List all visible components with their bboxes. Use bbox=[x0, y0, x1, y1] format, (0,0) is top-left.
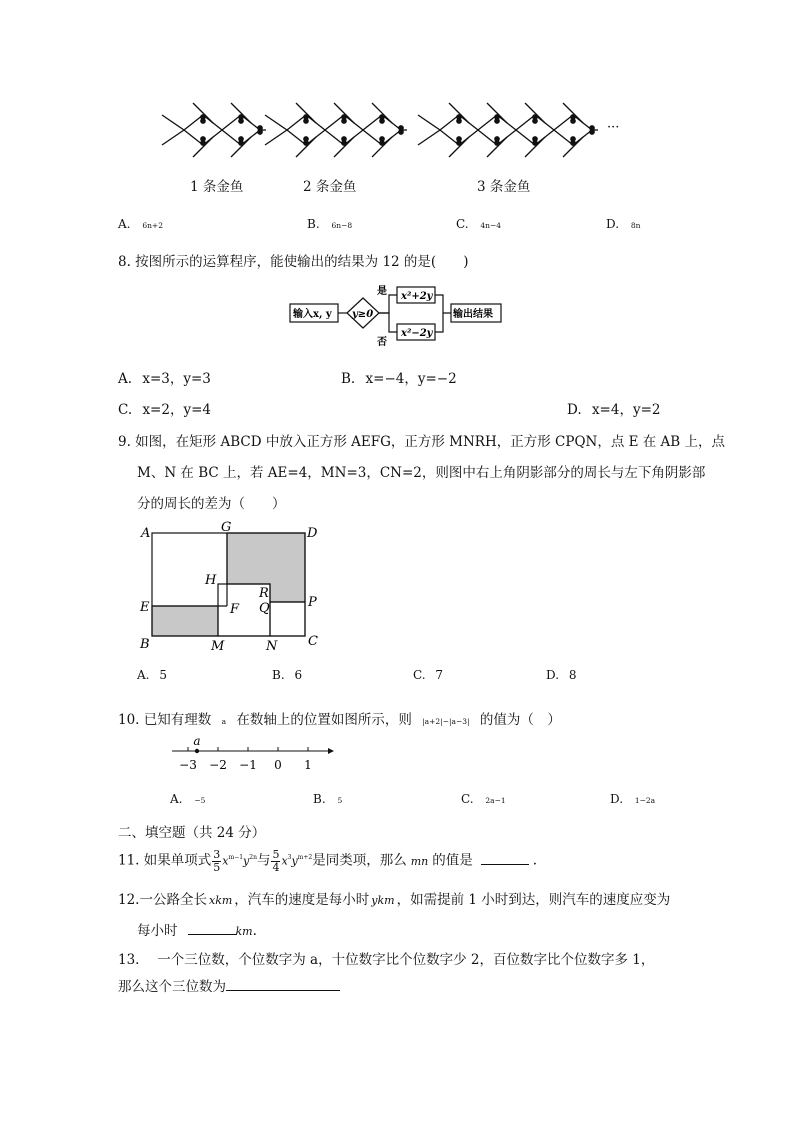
q11 bbox=[118, 840, 537, 876]
q10-stem-post: 的值为（ ） bbox=[479, 712, 561, 728]
option-letter: C. bbox=[118, 402, 133, 418]
fraction-denominator: 5 bbox=[213, 860, 221, 874]
fish-stroke bbox=[554, 130, 573, 145]
option-letter: D. bbox=[610, 792, 624, 806]
q12-line1-b: ，汽车的速度是每小时 bbox=[234, 892, 370, 908]
option-letter: D. bbox=[606, 217, 620, 231]
q8-option-d[interactable] bbox=[567, 398, 660, 418]
option-text: 5 bbox=[337, 796, 343, 805]
label-p: P bbox=[308, 595, 317, 610]
q12-line2-a: 每小时 bbox=[137, 923, 178, 939]
q11-pre: 11. 如果单项式 bbox=[118, 852, 212, 869]
q11-fraction-1 bbox=[212, 849, 221, 874]
fish-stroke bbox=[325, 130, 344, 145]
q7-option-a[interactable] bbox=[118, 217, 163, 231]
fish-stroke bbox=[162, 130, 184, 145]
label-c: C bbox=[308, 634, 318, 649]
fish-dot bbox=[457, 141, 461, 145]
number-line-tick-label: −2 bbox=[209, 758, 227, 772]
flow-yes-op: x²+2y bbox=[401, 291, 433, 302]
option-text: x=3，y=3 bbox=[142, 371, 211, 387]
label-r: R bbox=[259, 586, 269, 601]
fish-dot bbox=[342, 141, 346, 145]
fish-stroke bbox=[184, 130, 203, 145]
q12-line2 bbox=[137, 919, 257, 939]
fish-dot bbox=[380, 141, 384, 145]
q10-stem bbox=[118, 708, 561, 728]
option-text: 1−2a bbox=[634, 796, 656, 805]
option-letter: B. bbox=[313, 792, 326, 806]
option-letter: A. bbox=[118, 371, 133, 387]
q7-option-b[interactable] bbox=[307, 217, 352, 231]
option-text: 8 bbox=[568, 668, 577, 682]
option-text: x=2，y=4 bbox=[142, 402, 211, 418]
q12-end: . bbox=[252, 923, 257, 939]
label-q: Q bbox=[259, 601, 270, 616]
fish-dot bbox=[304, 119, 308, 123]
q11-end: . bbox=[532, 852, 538, 869]
fish-stroke bbox=[287, 130, 306, 145]
q12-line1 bbox=[118, 888, 670, 908]
fish-dot bbox=[533, 119, 537, 123]
q9-option-d[interactable] bbox=[546, 668, 576, 682]
option-letter: B. bbox=[307, 217, 320, 231]
q11-term1-x: x bbox=[222, 854, 229, 868]
label-g: G bbox=[221, 520, 232, 535]
flow-condition: y≥0 bbox=[352, 309, 374, 320]
q11-term2-x: x bbox=[281, 854, 288, 868]
fish-dot bbox=[571, 119, 575, 123]
option-text: x=−4，y=−2 bbox=[365, 371, 457, 387]
fish-dot bbox=[201, 119, 205, 123]
option-letter: A. bbox=[118, 217, 131, 231]
fish-caption-3: 3 条金鱼 bbox=[477, 179, 531, 195]
option-text: 2a−1 bbox=[485, 796, 506, 805]
q8-option-c[interactable] bbox=[118, 398, 211, 418]
fish-stroke bbox=[440, 115, 459, 130]
option-letter: D. bbox=[546, 668, 560, 682]
q10-option-c[interactable] bbox=[461, 792, 506, 806]
label-a: A bbox=[141, 526, 151, 541]
q8-stem: 8. 按图所示的运算程序，能使输出的结果为 12 的是( ) bbox=[118, 254, 469, 270]
option-letter: A. bbox=[170, 792, 183, 806]
fish-stroke bbox=[265, 115, 287, 130]
q9-rectangle-figure bbox=[135, 518, 335, 658]
option-text: 5 bbox=[159, 668, 167, 682]
q11-term2-x-exp: 3 bbox=[287, 854, 292, 861]
q11-mn: mn bbox=[410, 854, 429, 868]
label-n: N bbox=[266, 639, 278, 654]
q12-line1-c: ，如需提前 1 小时到达，则汽车的速度应变为 bbox=[396, 892, 671, 908]
q8-option-b[interactable] bbox=[341, 367, 457, 387]
q13-line1: 13. 一个三位数，个位数字为 a，十位数字比个位数字少 2，百位数字比个位数字多 1， bbox=[118, 952, 655, 968]
option-letter: B. bbox=[341, 371, 356, 387]
q13-answer-blank[interactable] bbox=[226, 978, 340, 991]
q10-option-d[interactable] bbox=[610, 792, 655, 806]
q9-stem-line1: 9. 如图，在矩形 ABCD 中放入正方形 AEFG，正方形 MNRH，正方形 CPQN，点 E 在 AB 上，点 bbox=[118, 434, 726, 450]
option-text: 6 bbox=[294, 668, 303, 682]
q11-term2-y: y bbox=[291, 854, 298, 868]
q11-term2-y-exp: m+2 bbox=[297, 854, 313, 861]
q10-stem-mid: 在数轴上的位置如图所示，则 bbox=[236, 712, 412, 728]
number-line-point bbox=[195, 749, 199, 753]
fraction-numerator: 5 bbox=[272, 847, 280, 861]
fish-dot bbox=[457, 119, 461, 123]
q8-option-a[interactable] bbox=[118, 367, 211, 387]
label-e: E bbox=[140, 600, 150, 615]
q10-option-a[interactable] bbox=[170, 792, 205, 806]
fish-stroke bbox=[516, 130, 535, 145]
fish-dot bbox=[239, 119, 243, 123]
option-letter: C. bbox=[456, 217, 469, 231]
fish-stroke bbox=[162, 115, 184, 130]
fish-stroke bbox=[363, 115, 382, 130]
fish-dot bbox=[533, 141, 537, 145]
option-text: 8n bbox=[630, 221, 641, 230]
q9-option-b[interactable] bbox=[272, 668, 302, 682]
fish-dot bbox=[495, 141, 499, 145]
fish-stroke bbox=[478, 130, 497, 145]
q10-stem-pre: 10. 已知有理数 bbox=[118, 712, 212, 728]
fish-stroke bbox=[440, 130, 459, 145]
label-f: F bbox=[230, 602, 240, 617]
fish-dot bbox=[304, 141, 308, 145]
q12-xkm: xkm bbox=[208, 894, 233, 907]
q11-mid: 与 bbox=[256, 852, 271, 869]
option-text: −5 bbox=[194, 796, 206, 805]
fish-stroke bbox=[554, 115, 573, 130]
label-m: M bbox=[211, 639, 225, 654]
option-letter: D. bbox=[567, 402, 582, 418]
goldfish-figure bbox=[150, 95, 640, 165]
option-text: 4n−4 bbox=[480, 221, 502, 230]
fish-dot bbox=[380, 119, 384, 123]
section-title: 二、填空题（共 24 分） bbox=[118, 825, 266, 841]
q11-term1-x-exp: m−1 bbox=[228, 854, 244, 861]
q12-km: km bbox=[235, 925, 253, 938]
fish-dot bbox=[239, 141, 243, 145]
label-h: H bbox=[205, 573, 217, 588]
q10-var: a bbox=[221, 717, 227, 726]
number-line-tick-label: −3 bbox=[179, 758, 197, 772]
number-line-tick-label: 1 bbox=[304, 758, 312, 772]
fish-dot bbox=[201, 141, 205, 145]
q12-line1-a: 12.一公路全长 bbox=[118, 892, 207, 908]
q11-post2: 的值是 bbox=[432, 852, 473, 869]
option-text: 6n+2 bbox=[142, 221, 163, 230]
fish-stroke bbox=[184, 115, 203, 130]
fraction-denominator: 4 bbox=[272, 860, 280, 874]
q9-option-c[interactable] bbox=[413, 668, 443, 682]
q10-option-b[interactable] bbox=[313, 792, 342, 806]
q11-answer-blank[interactable] bbox=[481, 852, 529, 865]
fish-stroke bbox=[418, 130, 440, 145]
q11-term1-y-exp: 2n bbox=[249, 854, 257, 861]
number-line-tick-label: 0 bbox=[274, 758, 282, 772]
q12-ykm: ykm bbox=[371, 894, 395, 907]
q7-option-c[interactable] bbox=[456, 217, 501, 231]
label-b: B bbox=[140, 637, 150, 652]
flow-no: 否 bbox=[377, 337, 387, 347]
fish-stroke bbox=[222, 115, 241, 130]
fish-stroke bbox=[418, 115, 440, 130]
fish-stroke bbox=[478, 115, 497, 130]
q11-post: 是同类项，那么 bbox=[312, 852, 407, 869]
number-line-point-label: a bbox=[193, 734, 201, 748]
fish-dot bbox=[342, 119, 346, 123]
goldfish-ellipsis: ··· bbox=[607, 120, 620, 135]
fish-dot bbox=[495, 119, 499, 123]
option-letter: C. bbox=[413, 668, 426, 682]
fish-stroke bbox=[287, 115, 306, 130]
option-letter: A. bbox=[137, 668, 150, 682]
fish-stroke bbox=[325, 115, 344, 130]
fish-dot bbox=[571, 141, 575, 145]
q12-answer-blank[interactable] bbox=[188, 922, 236, 935]
fish-stroke bbox=[363, 130, 382, 145]
fish-caption-1: 1 条金鱼 bbox=[190, 179, 244, 195]
option-text: x=4，y=2 bbox=[591, 402, 661, 418]
fish-stroke bbox=[516, 115, 535, 130]
flow-no-op: x²−2y bbox=[401, 328, 433, 339]
label-d: D bbox=[307, 526, 318, 541]
fish-stroke bbox=[265, 130, 287, 145]
q8-flowchart bbox=[285, 282, 505, 347]
option-text: 7 bbox=[435, 668, 444, 682]
q13-line2-text: 那么这个三位数为 bbox=[118, 979, 226, 995]
q7-option-d[interactable] bbox=[606, 217, 640, 231]
flow-input: 输入x, y bbox=[293, 309, 332, 320]
fish-caption-2: 2 条金鱼 bbox=[303, 179, 357, 195]
q11-fraction-2 bbox=[271, 849, 280, 874]
q9-stem-line3: 分的周长的差为（ ） bbox=[137, 496, 286, 512]
option-letter: B. bbox=[272, 668, 285, 682]
number-line-tick-label: −1 bbox=[239, 758, 257, 772]
q9-option-a[interactable] bbox=[137, 668, 167, 682]
option-letter: C. bbox=[461, 792, 474, 806]
flow-yes: 是 bbox=[377, 286, 387, 297]
q10-expr: |a+2|−|a−3| bbox=[422, 717, 470, 726]
q13-line2 bbox=[118, 975, 340, 995]
q10-number-line bbox=[168, 733, 338, 775]
option-text: 6n−8 bbox=[331, 221, 353, 230]
fish-stroke bbox=[222, 130, 241, 145]
fraction-numerator: 3 bbox=[213, 847, 221, 861]
q11-term1-y: y bbox=[243, 854, 250, 868]
flow-output: 输出结果 bbox=[453, 309, 493, 320]
q9-stem-line2: M、N 在 BC 上，若 AE=4，MN=3，CN=2，则图中右上角阴影部分的周长与左下角阴影部 bbox=[137, 465, 706, 481]
